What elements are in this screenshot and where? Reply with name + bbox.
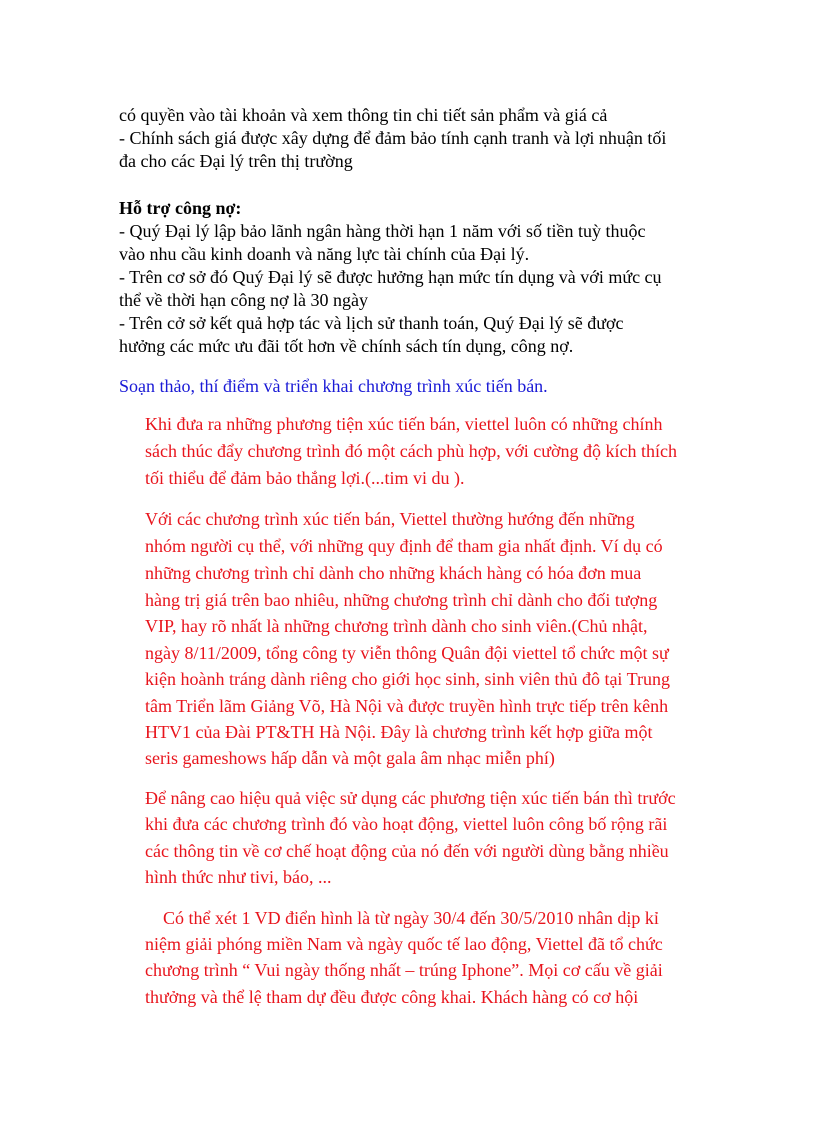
- paragraph-line: niệm giải phóng miền Nam và ngày quốc tế lao động, Viettel đã tổ chức: [145, 934, 663, 954]
- debt-support-heading: Hỗ trợ công nợ:: [119, 198, 242, 218]
- paragraph-line: hàng trị giá trên bao nhiêu, những chương trình chỉ dành cho đối tượng: [145, 590, 658, 610]
- paragraph-line: thưởng và thể lệ tham dự đều được công khai. Khách hàng có cơ hội: [145, 987, 639, 1007]
- intro-line: đa cho các Đại lý trên thị trường: [119, 151, 353, 171]
- paragraph-line: seris gameshows hấp dẫn và một gala âm nhạc miễn phí): [145, 748, 555, 768]
- debt-support-line: hưởng các mức ưu đãi tốt hơn về chính sách tín dụng, công nợ.: [119, 336, 574, 356]
- paragraph-line: VIP, hay rõ nhất là những chương trình dành cho sinh viên.(Chủ nhật,: [145, 616, 648, 636]
- paragraph-line: hình thức như tivi, báo, ...: [145, 867, 332, 887]
- paragraph-line: tâm Triển lãm Giảng Võ, Hà Nội và được truyền hình trực tiếp trên kênh: [145, 696, 669, 716]
- debt-support-line: - Trên cơ sở đó Quý Đại lý sẽ được hưởng hạn mức tín dụng và với mức cụ: [119, 267, 662, 287]
- paragraph-line: Để nâng cao hiệu quả việc sử dụng các phương tiện xúc tiến bán thì trước: [145, 788, 676, 808]
- intro-line: có quyền vào tài khoản và xem thông tin chi tiết sản phẩm và giá cả: [119, 105, 608, 125]
- paragraph-line: nhóm người cụ thể, với những quy định để tham gia nhất định. Ví dụ có: [145, 536, 663, 556]
- debt-support-line: - Trên cở sở kết quả hợp tác và lịch sử thanh toán, Quý Đại lý sẽ được: [119, 313, 624, 333]
- debt-support-line: vào nhu cầu kinh doanh và năng lực tài chính của Đại lý.: [119, 244, 530, 264]
- paragraph-line: Với các chương trình xúc tiến bán, Viettel thường hướng đến những: [145, 509, 635, 529]
- intro-line: - Chính sách giá được xây dựng để đảm bảo tính cạnh tranh và lợi nhuận tối: [119, 128, 667, 148]
- paragraph-line: khi đưa các chương trình đó vào hoạt động, viettel luôn công bố rộng rãi: [145, 814, 668, 834]
- paragraph-line: những chương trình chỉ dành cho những khách hàng có hóa đơn mua: [145, 563, 642, 583]
- paragraph-line: tối thiểu để đảm bảo thắng lợi.(...tim vi du ).: [145, 468, 465, 488]
- debt-support-line: thể về thời hạn công nợ là 30 ngày: [119, 290, 368, 310]
- paragraph-line: HTV1 của Đài PT&TH Hà Nội. Đây là chương trình kết hợp giữa một: [145, 722, 653, 742]
- paragraph-line: sách thúc đẩy chương trình đó một cách phù hợp, với cường độ kích thích: [145, 441, 677, 461]
- paragraph-line: Khi đưa ra những phương tiện xúc tiến bán, viettel luôn có những chính: [145, 414, 663, 434]
- paragraph-line: kiện hoành tráng dành riêng cho giới học sinh, sinh viên thủ đô tại Trung: [145, 669, 670, 689]
- paragraph-line: Có thể xét 1 VD điển hình là từ ngày 30/4 đến 30/5/2010 nhân dịp kỉ: [163, 908, 659, 928]
- paragraph-line: ngày 8/11/2009, tổng công ty viễn thông Quân đội viettel tổ chức một sự: [145, 643, 669, 663]
- section-heading: Soạn thảo, thí điểm và triển khai chương trình xúc tiến bán.: [119, 376, 548, 396]
- paragraph-line: chương trình “ Vui ngày thống nhất – trúng Iphone”. Mọi cơ cấu về giải: [145, 960, 663, 980]
- debt-support-line: - Quý Đại lý lập bảo lãnh ngân hàng thời hạn 1 năm với số tiền tuỳ thuộc: [119, 221, 646, 241]
- paragraph-line: các thông tin về cơ chế hoạt động của nó đến với người dùng bằng nhiều: [145, 841, 669, 861]
